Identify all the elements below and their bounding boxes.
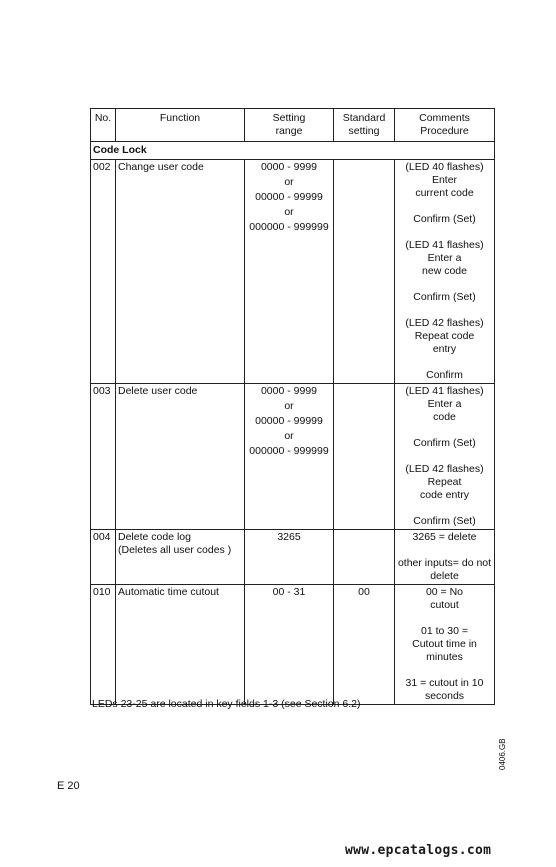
row-comments: [395, 160, 495, 384]
col-header-function: Function: [116, 109, 245, 142]
comment-line: new code: [422, 265, 467, 277]
table-row: [91, 160, 495, 384]
setting-range-line: 000000 - 999999: [249, 445, 329, 457]
row-number: 010: [91, 585, 116, 705]
row-function: Delete user code: [116, 384, 245, 530]
col-header-comments: Comments Procedure: [395, 109, 495, 142]
setting-range-line: 00000 - 99999: [255, 415, 323, 427]
setting-range-line: 0000 - 9999: [260, 385, 318, 397]
setting-range-line: 3265: [277, 531, 301, 543]
comment-line: [397, 200, 492, 213]
comment-line: code: [433, 411, 456, 423]
comment-line: current code: [415, 187, 474, 199]
setting-range-line: 0000 - 9999: [260, 161, 318, 173]
comment-line: delete: [430, 570, 459, 582]
comment-line: code entry: [419, 489, 470, 501]
row-number: 003: [91, 384, 116, 530]
comment-line: (LED 42 flashes): [405, 463, 484, 475]
row-function: Automatic time cutout: [116, 585, 245, 705]
row-comments: [395, 384, 495, 530]
comment-line: Confirm: [426, 369, 463, 381]
comment-line: 3265 = delete: [412, 531, 477, 543]
comment-line: [397, 304, 492, 317]
row-function: Change user code: [116, 160, 245, 384]
setting-range-line: or: [284, 430, 294, 442]
row-setting-range: [245, 530, 334, 585]
col-header-setting-range: Setting range: [245, 109, 334, 142]
setting-range-line: or: [284, 176, 294, 188]
footnote: LEDs 23-25 are located in key fields 1-3 (see Section 6.2): [92, 698, 361, 710]
comment-line: [397, 544, 492, 557]
comment-line: [397, 612, 492, 625]
comment-line: [397, 226, 492, 239]
row-number: 004: [91, 530, 116, 585]
row-standard-setting: 00: [334, 585, 395, 705]
comment-line: [397, 450, 492, 463]
code-lock-table: [90, 108, 495, 705]
comment-line: Repeat: [427, 476, 462, 488]
comment-line: Enter a: [427, 398, 462, 410]
table-row: [91, 585, 495, 705]
section-title: Code Lock: [91, 142, 495, 160]
setting-range-line: or: [284, 206, 294, 218]
page-number: E 20: [57, 780, 80, 792]
section-row: [91, 142, 495, 160]
comment-line: (LED 40 flashes): [405, 161, 484, 173]
comment-line: Confirm (Set): [413, 515, 476, 527]
table-row: [91, 530, 495, 585]
comment-line: cutout: [430, 599, 459, 611]
comment-line: Confirm (Set): [413, 291, 476, 303]
comment-line: 31 = cutout in 10: [405, 677, 484, 689]
document-id: 0406.GB: [498, 738, 507, 770]
row-setting-range: [245, 585, 334, 705]
row-standard-setting: [334, 384, 395, 530]
comment-line: [397, 502, 492, 515]
row-standard-setting: [334, 530, 395, 585]
comment-line: [397, 424, 492, 437]
comment-line: (LED 41 flashes): [405, 239, 484, 251]
comment-line: Cutout time in: [412, 638, 477, 650]
comment-line: Confirm (Set): [413, 437, 476, 449]
col-header-no: No.: [91, 109, 116, 142]
row-comments: [395, 530, 495, 585]
comment-line: 01 to 30 =: [421, 625, 468, 637]
setting-range-line: 00 - 31: [272, 586, 306, 598]
comment-line: entry: [432, 343, 457, 355]
row-standard-setting: [334, 160, 395, 384]
setting-range-line: or: [284, 400, 294, 412]
table-header-row: [91, 109, 495, 142]
col-header-standard-setting: Standard setting: [334, 109, 395, 142]
comment-line: Enter a: [427, 252, 462, 264]
comment-line: (LED 41 flashes): [405, 385, 484, 397]
comment-line: [397, 278, 492, 291]
watermark: www.epcatalogs.com: [345, 843, 492, 858]
comment-line: [397, 356, 492, 369]
setting-range-line: 000000 - 999999: [249, 221, 329, 233]
row-setting-range: [245, 160, 334, 384]
comment-line: [397, 664, 492, 677]
setting-range-line: 00000 - 99999: [255, 191, 323, 203]
comment-line: Enter: [431, 174, 458, 186]
comment-line: (LED 42 flashes): [405, 317, 484, 329]
row-function: Delete code log (Deletes all user codes ): [116, 530, 245, 585]
comment-line: Confirm (Set): [413, 213, 476, 225]
row-number: 002: [91, 160, 116, 384]
table-row: [91, 384, 495, 530]
comment-line: Repeat code: [414, 330, 475, 342]
row-setting-range: [245, 384, 334, 530]
comment-line: other inputs= do not: [397, 557, 492, 569]
comment-line: minutes: [426, 651, 463, 663]
comment-line: seconds: [424, 690, 465, 702]
comment-line: 00 = No: [425, 586, 464, 598]
row-comments: [395, 585, 495, 705]
